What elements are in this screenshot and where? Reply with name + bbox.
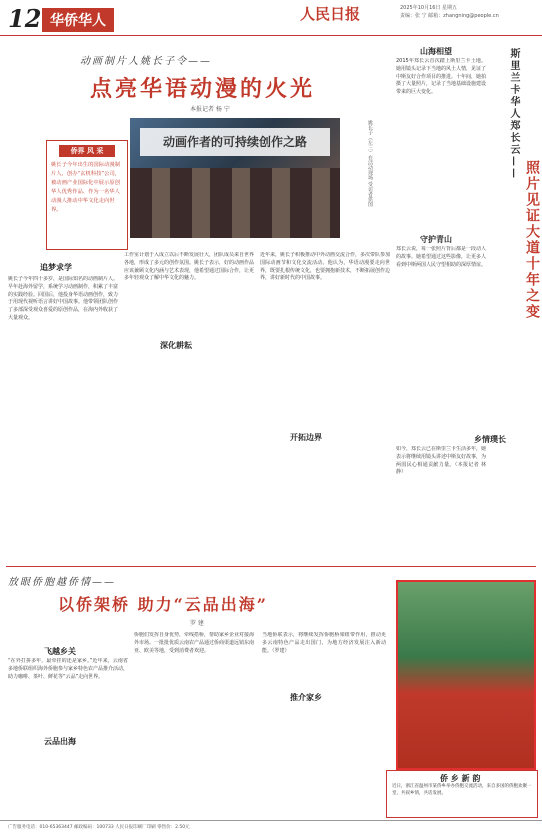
feature-headline: 点亮华语动漫的火光 xyxy=(90,76,316,102)
feature-col-1: 姚长子今年四十多岁，是国际知名的动画制片人。早年赴海外留学，系统学习动画制作，积累了丰富的实践经验。回国后，他投身华语动画创作，致力于用现代视听语言讲好中国故事。他带领团队创作了多部深受观众喜爱的原创作品，在海内外收获了大量观众。 xyxy=(8,276,118,321)
sidebar-subhead-2: 守护青山 xyxy=(420,235,452,244)
sidebar-subhead-1: 山海相望 xyxy=(420,47,452,56)
page-number: 12 xyxy=(8,4,42,33)
quote-box xyxy=(46,140,128,250)
sidebar-col-2: 郑长云说，每一张照片背后都是一段动人的故事。她希望通过这些影像，让更多人看到中斯两国人民守望相助的深厚情谊。 xyxy=(396,246,486,268)
feature-byline: 本报记者 杨 宁 xyxy=(190,106,230,113)
bottom-col-2: 侨胞们发挥自身优势，牵线搭桥，帮助家乡企业对接海外市场。一批批优质云南农产品通过侨商渠道远销东南亚、欧美等地，受到消费者欢迎。 xyxy=(134,632,254,654)
sidebar-subhead-3: 乡情璞长 xyxy=(474,435,506,444)
section-divider xyxy=(6,566,536,567)
feature-col-3: 近年来，姚长子积极推动中外动画交流合作，多次带队参加国际动画节和文化交流活动。他认为，华语动漫要走向世界，既要扎根传统文化，也要拥抱新技术，不断拓展创作边界，讲好新时代的中国故事。 xyxy=(260,252,390,282)
edit-line: 责编：张 宁 邮箱：zhangning@people.cn xyxy=(400,13,499,19)
sidebar-col-1: 2015年郑长云首次踏上斯里兰卡土地。她用镜头记录下当地的风土人情，见证了中斯友好合作项目的推进。十年间，她拍摄了大量照片，记录了当地基础设施建设带来的巨大变化。 xyxy=(396,58,486,96)
sidebar-title-big: 照片见证大道十年之变 xyxy=(524,160,540,320)
feature-kicker: 动画制片人姚长子令—— xyxy=(80,56,212,67)
photo-caption: 姚长子（左三）在活动现场 受访者供图 xyxy=(367,120,373,207)
photo-people xyxy=(130,168,340,238)
sidebar-title-small: 斯里兰卡华人郑长云—— xyxy=(508,48,519,180)
header-info xyxy=(400,4,499,20)
date-line: 2025年10月16日 星期五 xyxy=(400,5,458,11)
bottom-subhead-1: 飞越乡关 xyxy=(44,647,76,656)
newspaper-logo: 人民日报 xyxy=(300,5,361,23)
feature-col-2: 工作室计划于入成立以后不断发展壮大，团队成员来自世界各地，形成了多元的创作氛围。姚长子表示，好的动画作品应该兼顾文化内涵与艺术表现，他希望通过国际合作，让更多年轻观众了解中华文化的魅力。 xyxy=(124,252,254,282)
bottom-col-3: 当地侨联表示，将继续发挥侨胞桥梁纽带作用，推动更多云南特色产品走出国门，为地方经济发展注入新动能。（罗建） xyxy=(262,632,386,654)
subhead-2: 深化耕耘 xyxy=(160,341,192,350)
subhead-3: 开拓边界 xyxy=(290,433,322,442)
bottom-subhead-3: 推介家乡 xyxy=(290,693,322,702)
bottom-kicker: 放眼侨胞越侨情—— xyxy=(8,577,116,588)
news-box-title: 侨 乡 新 韵 xyxy=(440,774,481,783)
bottom-subhead-2: 云品出海 xyxy=(44,737,76,746)
quote-text: 姚长子今年出生的国际动漫制片人，创办“玄机科技”公司，被动画产业国际化中展示原创华人优秀作品、作为一名华人动漫人推动中华文化走向世界。 xyxy=(51,162,121,213)
section-label: 华侨华人 xyxy=(42,8,114,32)
news-box-text: 近日，浙江省温州市某侨乡举办侨胞交流活动，来自多国的侨胞欢聚一堂，共叙乡情，共话发展。 xyxy=(392,784,532,796)
bottom-headline: 以侨架桥 助力“云品出海” xyxy=(58,595,268,614)
feature-photo xyxy=(130,118,340,238)
bottom-col-1: “在外打拼多年，最牵挂的还是家乡。”近年来，云南省多地侨联组织海外侨胞参与家乡特色农产品推介活动，助力咖啡、茶叶、鲜花等“云品”走向世界。 xyxy=(8,658,128,680)
sidebar-col-3: 如今，郑长云已在斯里兰卡生活多年，她表示将继续用镜头讲述中斯友好故事，为两国民心相通贡献力量。（本报记者 林静） xyxy=(396,446,486,476)
page-header xyxy=(0,0,542,36)
subhead-1: 追梦求学 xyxy=(40,263,72,272)
quote-title: 侨界 风 采 xyxy=(59,145,115,157)
photo-banner: 动画作者的可持续创作之路 xyxy=(140,128,330,156)
page-footer: 广告服务电话：010-65363447 邮政编码：100733 人民日报印刷厂印刷 零售价：2.50元 xyxy=(0,820,542,833)
bottom-photo xyxy=(396,580,536,770)
bottom-byline: 罗 建 xyxy=(190,620,204,627)
